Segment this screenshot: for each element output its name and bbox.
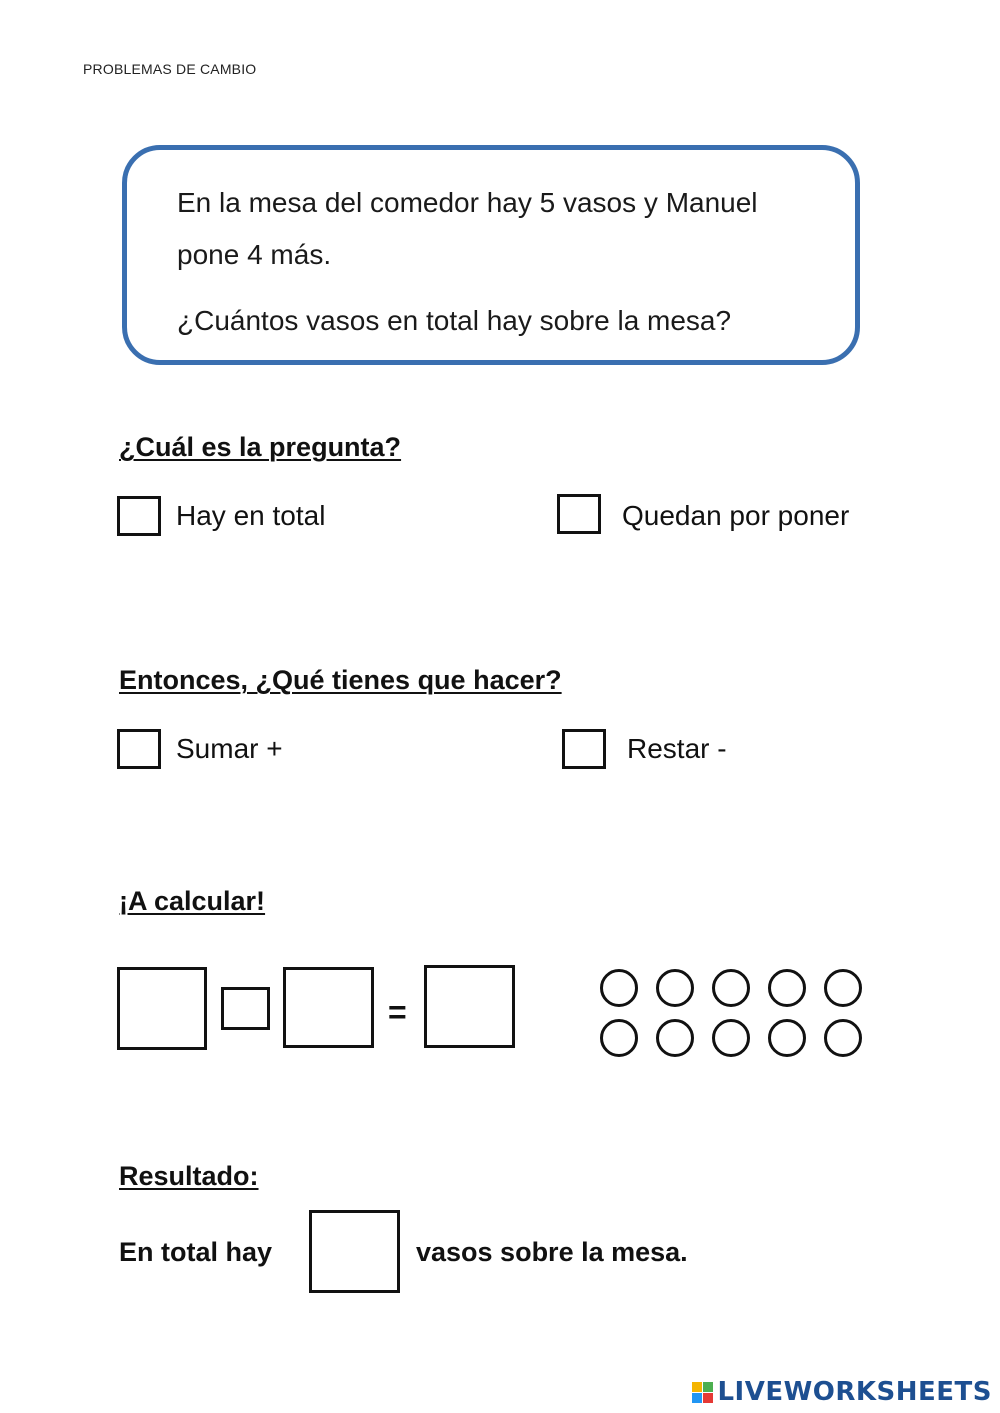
result-prefix: En total hay xyxy=(119,1237,273,1267)
result-suffix: vasos sobre la mesa. xyxy=(416,1237,688,1267)
option-restar-checkbox[interactable] xyxy=(562,729,606,769)
counting-circle xyxy=(824,1019,862,1057)
counting-circle xyxy=(768,1019,806,1057)
problem-question: ¿Cuántos vasos en total hay sobre la mesa? xyxy=(177,305,732,336)
counting-circle xyxy=(768,969,806,1007)
option-sumar-label: Sumar + xyxy=(176,733,283,764)
page-header: PROBLEMAS DE CAMBIO xyxy=(83,61,257,77)
operand-1-box[interactable] xyxy=(117,967,207,1050)
operation-heading: Entonces, ¿Qué tienes que hacer? xyxy=(119,665,562,695)
brand-logo xyxy=(692,1377,992,1407)
option-quedan-por-poner-checkbox[interactable] xyxy=(557,494,601,534)
operand-2-box[interactable] xyxy=(283,967,374,1048)
option-hay-en-total-checkbox[interactable] xyxy=(117,496,161,536)
counting-circle xyxy=(656,1019,694,1057)
counting-circle xyxy=(656,969,694,1007)
counting-circle xyxy=(712,969,750,1007)
counting-circle xyxy=(600,1019,638,1057)
option-sumar-checkbox[interactable] xyxy=(117,729,161,769)
brand-name: LIVEWORKSHEETS xyxy=(717,1377,992,1407)
problem-line-2: pone 4 más. xyxy=(177,239,332,270)
question-heading: ¿Cuál es la pregunta? xyxy=(119,432,402,462)
counting-circle xyxy=(712,1019,750,1057)
operator-box[interactable] xyxy=(221,987,270,1030)
result-answer-box[interactable] xyxy=(309,1210,400,1293)
brand-icon xyxy=(692,1382,713,1403)
calc-heading: ¡A calcular! xyxy=(119,886,266,916)
problem-line-1: En la mesa del comedor hay 5 vasos y Manuel xyxy=(177,187,758,218)
equals-sign: = xyxy=(388,994,407,1030)
counting-circle xyxy=(824,969,862,1007)
counting-circle xyxy=(600,969,638,1007)
answer-box[interactable] xyxy=(424,965,515,1048)
option-hay-en-total-label: Hay en total xyxy=(176,500,326,531)
option-restar-label: Restar - xyxy=(627,733,727,764)
result-heading: Resultado: xyxy=(119,1161,259,1191)
counting-circles xyxy=(598,967,868,1063)
option-quedan-por-poner-label: Quedan por poner xyxy=(622,500,850,531)
